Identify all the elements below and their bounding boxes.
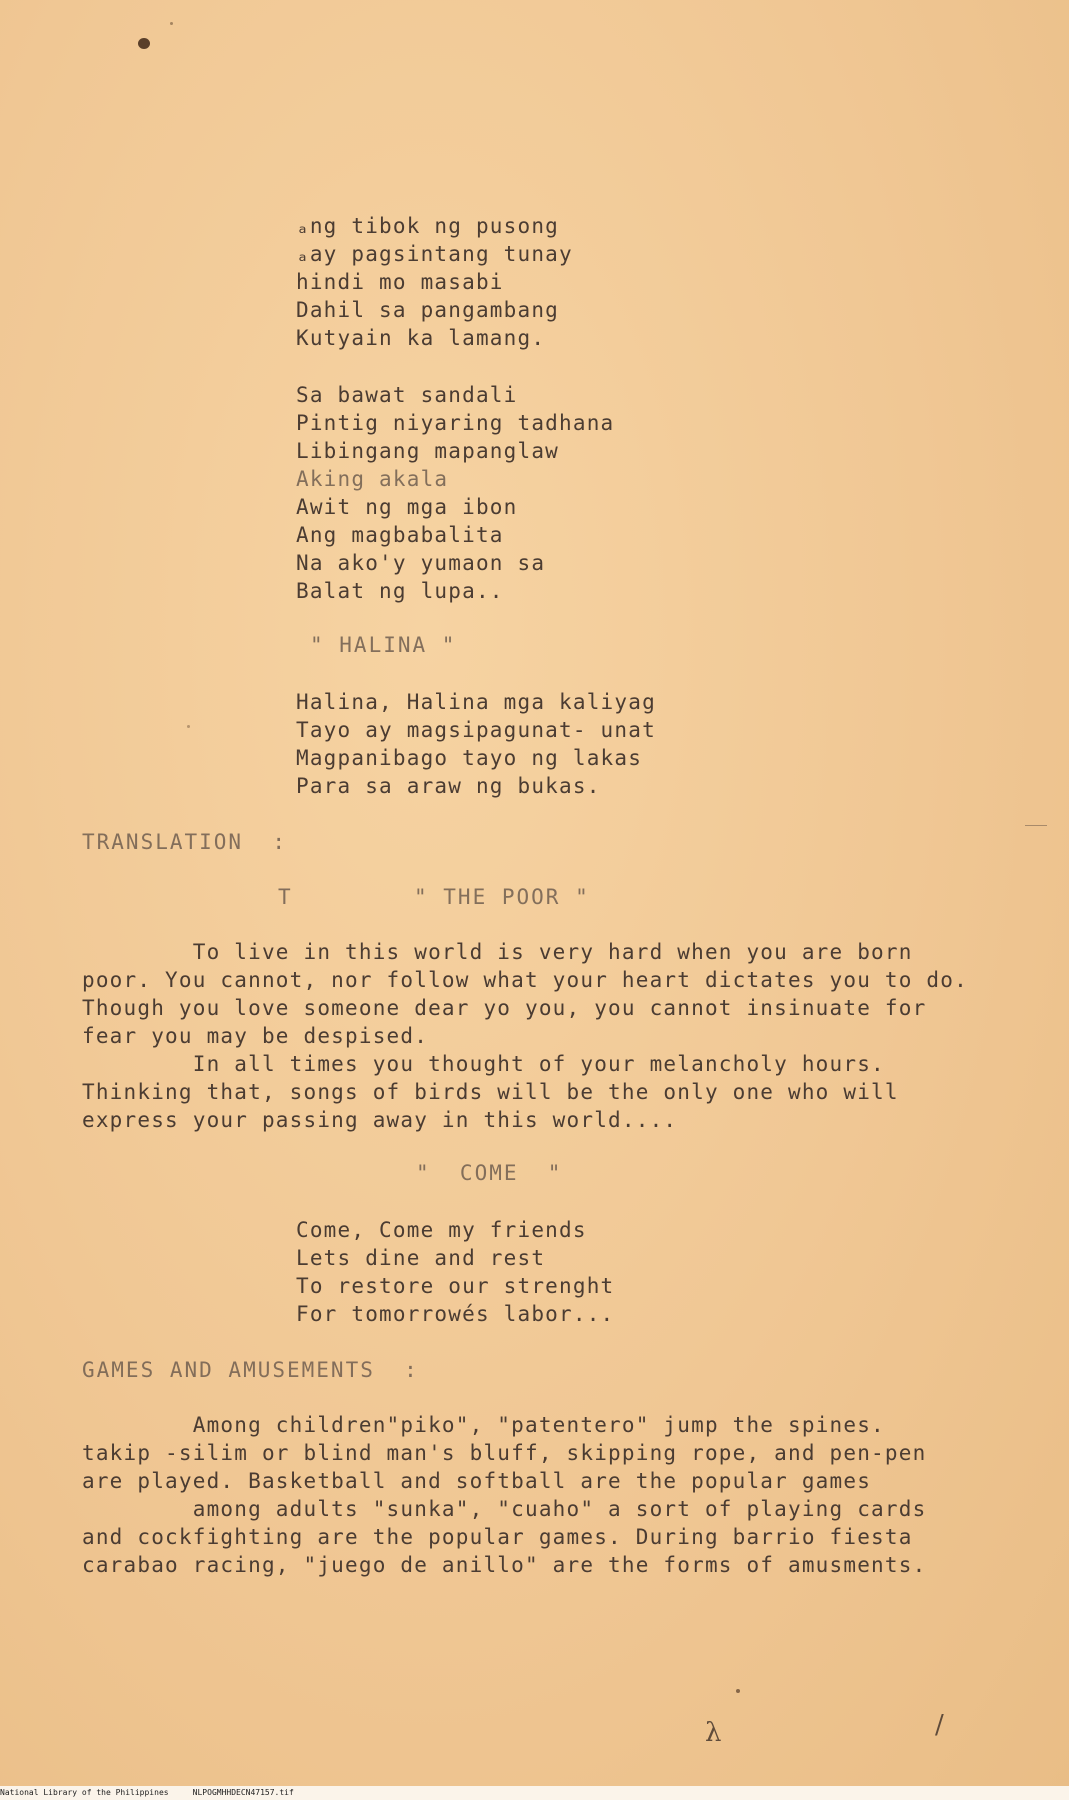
translation-title: " THE POOR " [414, 885, 590, 909]
halina-line: Tayo ay magsipagunat- unat [296, 718, 656, 742]
scan-footer [0, 1786, 1069, 1800]
poem-2-line: Sa bawat sandali [296, 383, 518, 407]
poem-2-line: Ang magbabalita [296, 523, 504, 547]
footer-source: National Library of the Philippines [0, 1788, 169, 1797]
poem-2-line: Aking akala [296, 467, 449, 491]
halina-line: Halina, Halina mga kaliyag [296, 690, 656, 714]
translation-paragraph-line: poor. You cannot, nor follow what your heart dictates you to do. [82, 968, 968, 992]
translation-title-letter: T [278, 885, 292, 909]
halina-line: Magpanibago tayo ng lakas [296, 746, 643, 770]
games-paragraph-line: Among children"piko", "patentero" jump the spines. [82, 1413, 885, 1437]
halina-line: Para sa araw ng bukas. [296, 774, 601, 798]
translation-label: TRANSLATION : [82, 830, 288, 854]
translation-paragraph-line: express your passing away in this world.... [82, 1108, 678, 1132]
come-line: Come, Come my friends [296, 1218, 587, 1242]
poem-2-line: Awit ng mga ibon [296, 495, 518, 519]
games-paragraph-line: among adults "sunka", "cuaho" a sort of playing cards [82, 1497, 927, 1521]
poem-1-line: hindi mo masabi [296, 270, 504, 294]
poem-1-line: Dahil sa pangambang [296, 298, 560, 322]
poem-1-line: Kutyain ka lamang. [296, 326, 546, 350]
footer-filename: NLPOGMHHDECN47157.tif [192, 1788, 294, 1797]
translation-paragraph-line: Though you love someone dear yo you, you cannot insinuate for [82, 996, 927, 1020]
ink-speck [170, 22, 173, 25]
poem-1-line: ₐay pagsintang tunay [296, 242, 573, 266]
ink-speck [187, 725, 190, 728]
poem-2-line: Pintig niyaring tadhana [296, 411, 615, 435]
come-title: " COME " [416, 1161, 563, 1185]
ink-speck [736, 1689, 740, 1693]
poem-2-line: Na ako'y yumaon sa [296, 551, 546, 575]
games-paragraph-line: carabao racing, "juego de anillo" are the forms of amusments. [82, 1553, 927, 1577]
games-label: GAMES AND AMUSEMENTS : [82, 1358, 419, 1382]
come-line: For tomorrowés labor... [296, 1302, 615, 1326]
come-line: To restore our strenght [296, 1274, 615, 1298]
games-paragraph-line: and cockfighting are the popular games. During barrio fiesta [82, 1525, 913, 1549]
translation-paragraph-line: To live in this world is very hard when you are born [82, 940, 913, 964]
translation-paragraph-line: fear you may be despised. [82, 1024, 429, 1048]
poem-2-line: Balat ng lupa.. [296, 579, 504, 603]
poem-1-line: ₐng tibok ng pusong [296, 214, 560, 238]
margin-tick [1025, 825, 1047, 826]
halina-title: " HALINA " [310, 633, 457, 657]
translation-paragraph-line: In all times you thought of your melancholy hours. [82, 1052, 885, 1076]
come-line: Lets dine and rest [296, 1246, 546, 1270]
games-paragraph-line: takip -silim or blind man's bluff, skipping rope, and pen-pen [82, 1441, 927, 1465]
pencil-mark-icon: / [935, 1710, 944, 1740]
pencil-mark-icon: λ [705, 1718, 722, 1748]
games-paragraph-line: are played. Basketball and softball are the popular games [82, 1469, 872, 1493]
ink-blot [138, 38, 150, 49]
poem-2-line: Libingang mapanglaw [296, 439, 560, 463]
translation-paragraph-line: Thinking that, songs of birds will be the only one who will [82, 1080, 899, 1104]
